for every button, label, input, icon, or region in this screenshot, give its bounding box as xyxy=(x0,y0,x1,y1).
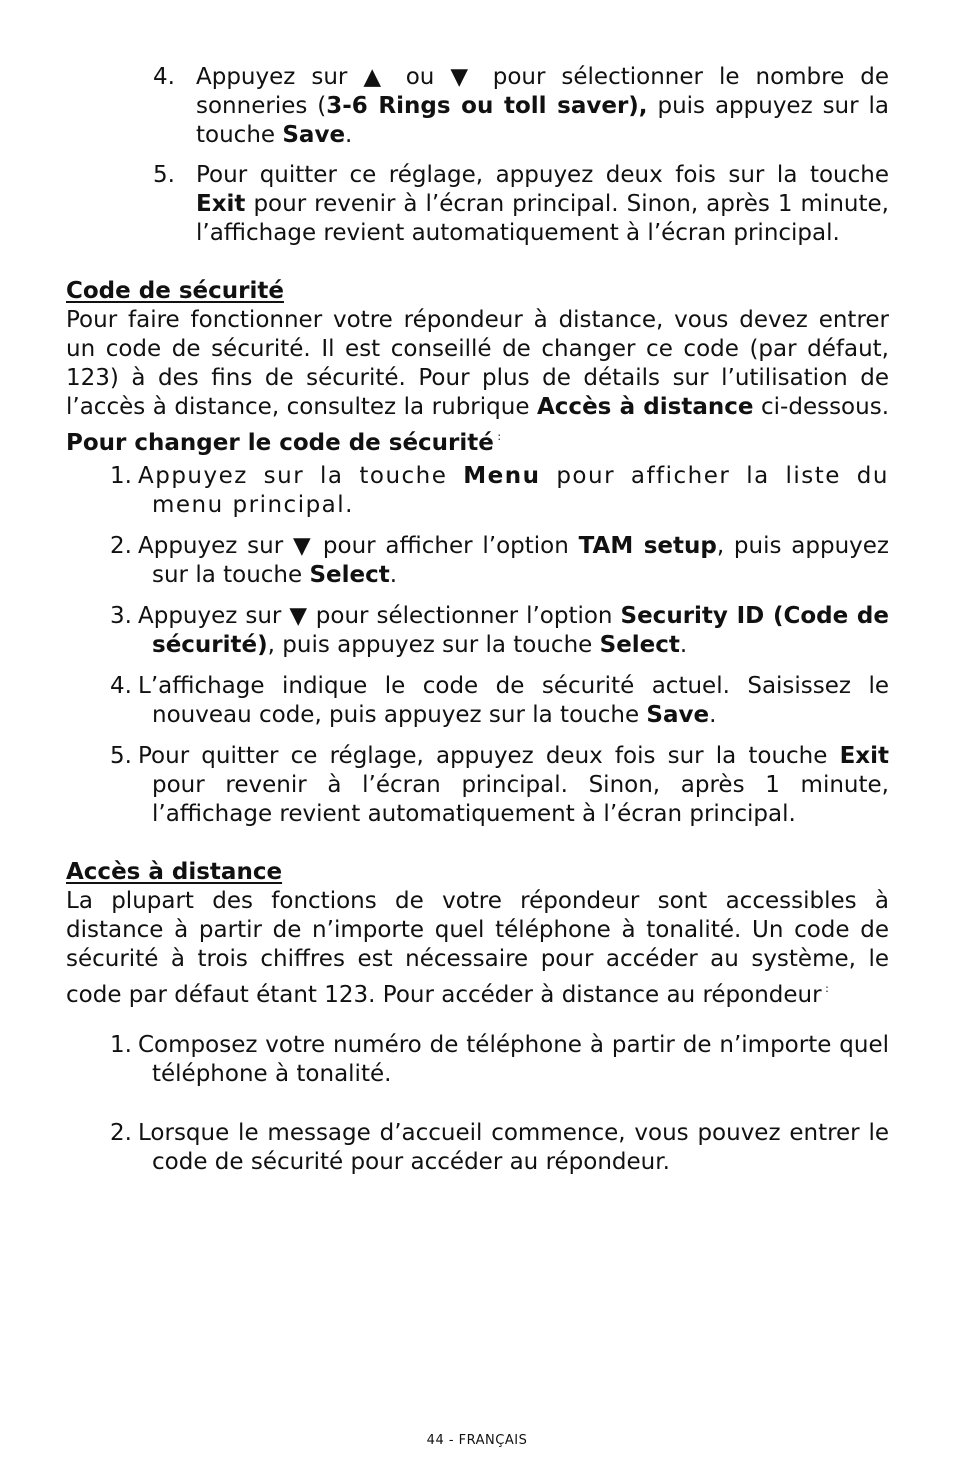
step-number: 2. xyxy=(110,533,132,559)
step-text xyxy=(138,742,889,829)
text-run: pour revenir à l’écran principal. Sinon, après 1 minute, l’affichage revient automatiquement à l’écran principal. xyxy=(196,191,889,246)
step-number: 4. xyxy=(110,673,132,699)
bold-text-run: TAM setup xyxy=(578,533,717,559)
bold-text-run: Security ID (Code de sécurité) xyxy=(152,603,889,658)
security-intro xyxy=(66,306,889,458)
text-run: puis appuyez sur la touche xyxy=(196,93,890,148)
bold-text-run: Menu xyxy=(463,463,541,489)
text-run: , puis appuyez sur la touche xyxy=(267,632,600,658)
bold-text-run: Select xyxy=(309,562,390,588)
text-run: L’affichage indique le code de sécurité actuel. Saisissez le nouveau code, puis appuyez sur la touche xyxy=(138,673,889,728)
step-number: 3. xyxy=(110,603,132,629)
step-number: 1. xyxy=(110,1032,132,1058)
text-run: pour afficher la liste du menu principal. xyxy=(152,463,889,518)
section-heading-remote: Accès à distance xyxy=(66,859,283,885)
step-number: 5. xyxy=(110,743,132,769)
text-run: . xyxy=(679,632,688,658)
page-footer: 44 - FRANÇAIS xyxy=(426,1433,528,1448)
text-run: Pour quitter ce réglage, appuyez deux fois sur la touche xyxy=(196,162,889,188)
remote-intro xyxy=(66,887,889,1010)
text-run: Appuyez sur ▲ ou ▼ pour sélectionner le nombre de sonneries ( xyxy=(196,64,889,119)
bold-text-run: Exit xyxy=(839,743,889,769)
step-text xyxy=(138,672,889,730)
text-run: Appuyez sur la touche xyxy=(138,463,464,489)
step-number: 2. xyxy=(110,1120,132,1146)
text-run: Composez votre numéro de téléphone à partir de n’importe quel téléphone à tonalité. xyxy=(138,1032,889,1087)
bold-text-run: Select xyxy=(599,632,680,658)
text-run: ci-dessous. xyxy=(753,394,889,420)
bold-text-run: Save xyxy=(646,702,710,728)
text-run: Pour quitter ce réglage, appuyez deux fois sur la touche xyxy=(138,743,840,769)
bold-text-run: Accès à distance xyxy=(537,394,754,420)
text-run: : xyxy=(493,430,502,443)
section-heading-security: Code de sécurité xyxy=(66,278,284,304)
step-text xyxy=(196,161,889,248)
bold-text-run: Exit xyxy=(196,191,246,217)
text-run: . xyxy=(389,562,398,588)
step-text xyxy=(138,1119,889,1177)
text-run: La plupart des fonctions de votre répondeur sont accessibles à distance à partir de n’importe quel téléphone à tonalité. Un code de sécurité à trois chiffres est nécessaire pour accéder au système, le code par défaut étant 123. Pour accéder à distance au répondeur xyxy=(66,888,889,1008)
bold-text-run: 3-6 Rings ou toll saver), xyxy=(326,93,648,119)
step-text xyxy=(138,532,889,590)
step-number: 4. xyxy=(153,64,175,90)
text-run: : xyxy=(821,982,829,995)
bold-text-run: Save xyxy=(282,122,346,148)
step-text xyxy=(138,602,889,660)
step-text xyxy=(138,1031,889,1089)
step-text xyxy=(138,462,889,520)
text-run: . xyxy=(345,122,353,148)
text-run: Pour faire fonctionner votre répondeur à distance, vous devez entrer un code de sécurité. Il est conseillé de changer ce code (par défaut, 123) à des fins de sécurité. Pour plus de détails sur l’utilisation de l’accès à distance, consultez la rubrique xyxy=(66,307,889,420)
text-run: . xyxy=(709,702,717,728)
text-run: pour revenir à l’écran principal. Sinon, après 1 minute, l’affichage revient automatiquement à l’écran principal. xyxy=(152,772,889,827)
bold-text-run: Pour changer le code de sécurité xyxy=(66,430,494,456)
text-run: Lorsque le message d’accueil commence, vous pouvez entrer le code de sécurité pour accéder au répondeur. xyxy=(138,1120,889,1175)
text-run: Appuyez sur ▼ pour afficher l’option xyxy=(138,533,579,559)
step-text xyxy=(196,63,889,150)
text-run: , puis appuyez sur la touche xyxy=(152,533,889,588)
step-number: 5. xyxy=(153,162,175,188)
text-run: Appuyez sur ▼ pour sélectionner l’option xyxy=(138,603,621,629)
step-number: 1. xyxy=(110,463,132,489)
